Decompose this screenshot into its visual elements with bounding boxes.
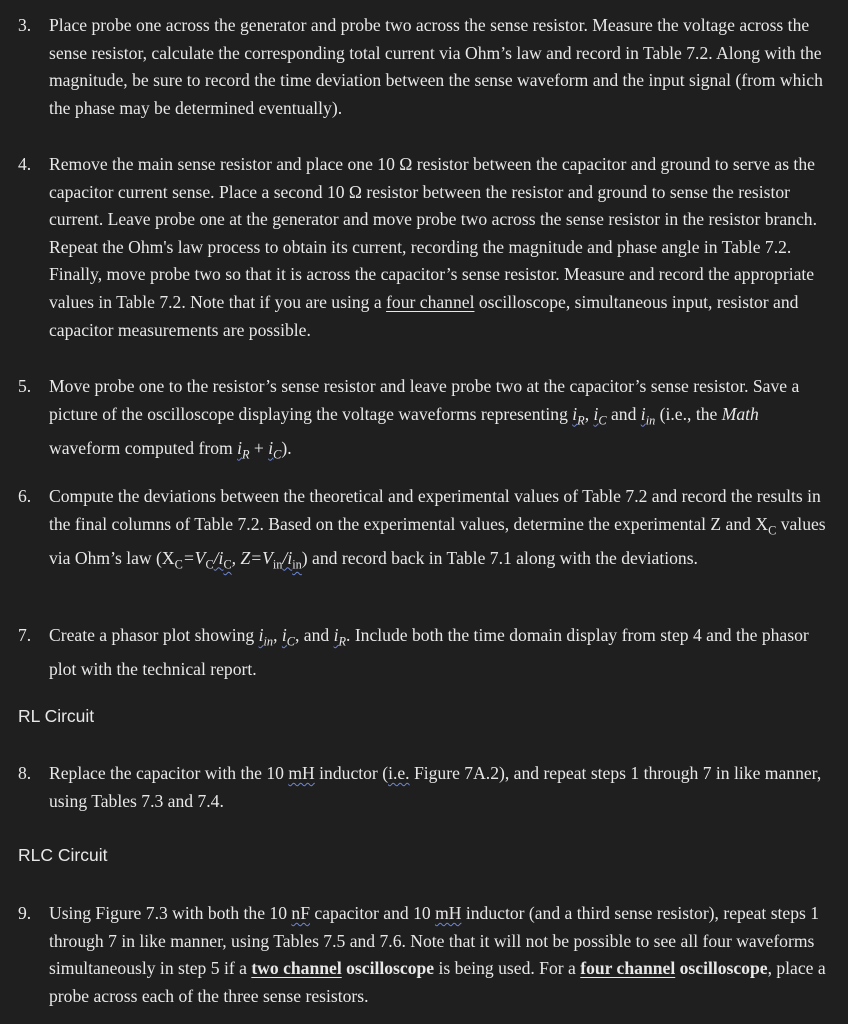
step-8 — [0, 760, 830, 815]
abbr-ie: i.e. — [388, 763, 410, 783]
step-text-part: =V — [182, 547, 206, 568]
step-text-part: Using Figure 7.3 with both the 10 — [49, 903, 292, 923]
separator: , and — [295, 625, 334, 645]
oscilloscope-bold: oscilloscope — [341, 958, 435, 979]
step-text — [49, 373, 830, 469]
separator: , — [584, 403, 594, 424]
current-ir: $i_R$ — [572, 403, 585, 428]
step-text — [49, 151, 830, 344]
subscript: in — [272, 557, 283, 572]
step-text-part: capacitor and 10 — [310, 903, 436, 923]
four-channel-link[interactable]: four channel — [580, 958, 676, 979]
step-text — [49, 483, 830, 579]
unit-nf: nF — [291, 903, 310, 923]
step-number: 5. — [18, 376, 32, 396]
step-number: 6. — [18, 486, 32, 506]
separator: and — [606, 403, 641, 424]
two-channel-link[interactable]: two channel — [251, 958, 342, 979]
current-ir: $i_R$ — [333, 625, 347, 649]
step-text-part: , Z=V — [231, 547, 273, 568]
section-heading-rlc: RLC Circuit — [18, 845, 108, 865]
step-text-part: Remove the main sense resistor and place one 10 Ω resistor between the capacitor and ground to serve as the capacitor current sense. Place a second 10 Ω resistor between the resistor and ground to sense the resistor current. Leave probe one at the generator and move probe two across the sense resistor in the resistor branch. Repeat the Ohm's law process to obtain its current, recording the magnitude and phase angle in Table 7.2. Finally, move probe two so that it is across the capacitor’s sense resistor. Measure and record the appropriate values in Table 7.2. Note that if you are using a — [49, 154, 817, 312]
unit-mh: mH — [288, 763, 315, 783]
step-text-part: is being used. For a — [434, 958, 581, 979]
step-text-part: , place a probe across each of the three sense resistors. — [49, 958, 826, 1006]
step-text-part: values via Ohm’s law (X — [49, 513, 826, 568]
current-ic: $i_C$ — [268, 437, 282, 462]
step-text-part: inductor (and a third sense resistor), repeat steps 1 through 7 in like manner, using Tables 7.5 and 7.6. Note that it will not be possible to see all four waveforms simultaneously in step 5 if a — [49, 903, 820, 979]
step-text-part: Compute the deviations between the theoretical and experimental values of Table 7.2 and record the results in the final columns of Table 7.2. Based on the experimental values, determine the experimental Z and X — [49, 486, 821, 534]
step-text — [49, 622, 830, 684]
unit-mh: mH — [435, 903, 462, 923]
step-text-part: . Include both the time domain display from step 4 and the phasor plot with the technical report. — [49, 625, 809, 680]
step-9 — [0, 900, 830, 1010]
step-number: 9. — [18, 903, 32, 923]
subscript: C — [205, 557, 214, 572]
subscript: C — [174, 557, 183, 572]
step-6 — [0, 483, 830, 579]
subscript: in — [292, 557, 302, 572]
step-text-part: ) and record back in Table 7.1 along with the deviations. — [301, 547, 698, 568]
step-4 — [0, 151, 830, 344]
current-ir: $i_R$ — [237, 437, 250, 462]
separator: , — [273, 625, 282, 645]
step-number: 7. — [18, 625, 32, 645]
step-3 — [0, 12, 830, 122]
current-ic: $i_C$ — [593, 403, 607, 428]
step-number: 8. — [18, 763, 32, 783]
step-text-part: + — [249, 437, 269, 458]
step-7 — [0, 622, 830, 684]
step-text-part: Figure 7A.2), and repeat steps 1 through 7 in like manner, using Tables 7.3 and 7.4. — [49, 763, 822, 811]
step-text-part: inductor ( — [314, 763, 389, 783]
subscript: C — [768, 523, 777, 538]
step-text-part: Move probe one to the resistor’s sense resistor and leave probe two at the capacitor’s sense resistor. Save a picture of the oscilloscope displaying the voltage waveforms representing — [49, 376, 800, 424]
subscript: C — [223, 557, 232, 572]
step-text — [49, 760, 830, 815]
step-text-part: Create a phasor plot showing — [49, 625, 259, 645]
step-text-part: waveform computed from — [49, 437, 238, 458]
step-text-part: (i.e., the — [655, 403, 722, 424]
step-5 — [0, 373, 830, 469]
current-iin: $i_{in}$ — [258, 625, 274, 649]
step-text-part: Replace the capacitor with the 10 — [49, 763, 289, 783]
step-text-part: oscilloscope, simultaneous input, resistor and capacitor measurements are possible. — [49, 291, 799, 340]
four-channel-link[interactable]: four channel — [386, 291, 475, 312]
step-number: 4. — [18, 154, 32, 174]
current-iin: $i_{in}$ — [640, 403, 656, 428]
oscilloscope-bold: oscilloscope — [675, 958, 768, 979]
current-ic: $i_C$ — [281, 625, 295, 649]
step-number: 3. — [18, 15, 32, 35]
section-heading-rl: RL Circuit — [18, 706, 95, 726]
step-text — [49, 900, 830, 1010]
math-word: Math — [721, 403, 759, 424]
step-text-part: ). — [281, 437, 292, 458]
step-text-part: /i — [282, 547, 293, 568]
step-text: Place probe one across the generator and probe two across the sense resistor. Measure the voltage across the sense resistor, calculate the corresponding total current via Ohm’s law and record in Table 7.2. Along with the magnitude, be sure to record the time deviation between the sense waveform and the input signal (from which the phase may be determined eventually). — [49, 15, 823, 118]
step-text-part: /i — [213, 547, 224, 568]
